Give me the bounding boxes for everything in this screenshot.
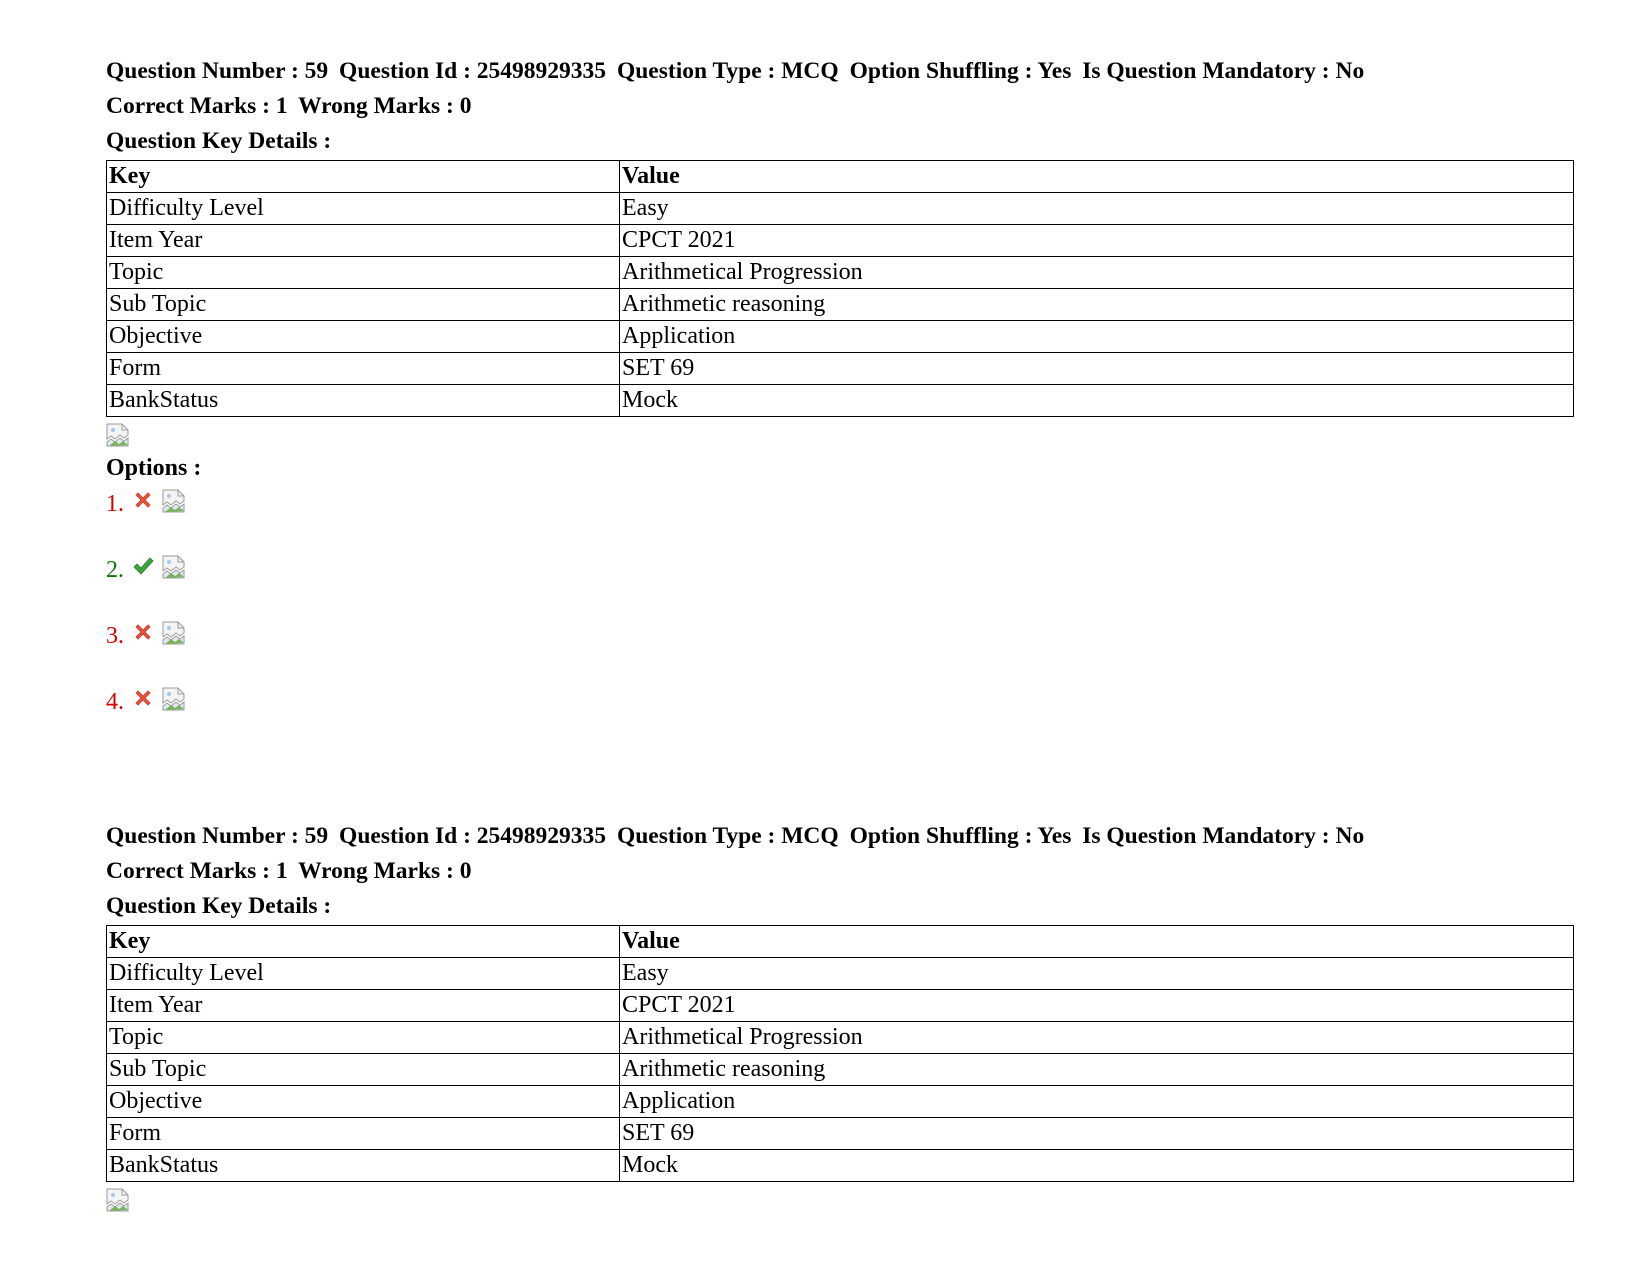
table-cell-key: Sub Topic <box>107 289 620 321</box>
key-details-label: Question Key Details : <box>106 128 332 154</box>
table-header-value: Value <box>620 926 1574 958</box>
table-row <box>107 353 1574 385</box>
broken-image-icon <box>162 687 186 711</box>
option-number: 4. <box>106 689 124 715</box>
table-row <box>107 225 1574 257</box>
cross-icon <box>132 687 154 709</box>
table-cell-value: Arithmetic reasoning <box>620 1054 1574 1086</box>
table-cell-key: Difficulty Level <box>107 958 620 990</box>
option-number: 2. <box>106 557 124 583</box>
table-cell-key: Difficulty Level <box>107 193 620 225</box>
table-cell-value: Easy <box>620 193 1574 225</box>
table-cell-key: Topic <box>107 1022 620 1054</box>
table-row <box>107 990 1574 1022</box>
table-cell-value: Mock <box>620 1150 1574 1182</box>
key-details-table <box>106 160 1574 417</box>
cross-icon <box>132 489 154 511</box>
option-shuffling: Option Shuffling : Yes <box>849 58 1072 84</box>
option-item <box>106 549 1576 615</box>
table-cell-key: Objective <box>107 321 620 353</box>
question-number: Question Number : 59 <box>106 823 329 849</box>
question-type: Question Type : MCQ <box>616 58 839 84</box>
table-cell-key: Topic <box>107 257 620 289</box>
question-id: Question Id : 25498929335 <box>339 58 607 84</box>
table-row <box>107 1022 1574 1054</box>
broken-image-icon <box>106 1188 130 1212</box>
marks-line <box>106 89 1576 124</box>
table-cell-value: Arithmetical Progression <box>620 257 1574 289</box>
table-cell-key: Item Year <box>107 990 620 1022</box>
table-cell-key: Form <box>107 1118 620 1150</box>
broken-image-icon <box>106 423 130 447</box>
table-cell-value: Arithmetical Progression <box>620 1022 1574 1054</box>
table-row <box>107 257 1574 289</box>
question-image <box>106 423 1576 451</box>
table-cell-value: Application <box>620 321 1574 353</box>
table-cell-key: Form <box>107 353 620 385</box>
key-details-label: Question Key Details : <box>106 893 332 919</box>
table-cell-value: SET 69 <box>620 353 1574 385</box>
table-row <box>107 321 1574 353</box>
option-shuffling: Option Shuffling : Yes <box>849 823 1072 849</box>
question-type: Question Type : MCQ <box>616 823 839 849</box>
correct-marks: Correct Marks : 1 <box>106 858 288 884</box>
question-mandatory: Is Question Mandatory : No <box>1082 58 1365 84</box>
broken-image-icon <box>162 621 186 645</box>
broken-image-icon <box>162 555 186 579</box>
question-id: Question Id : 25498929335 <box>339 823 607 849</box>
page <box>106 54 1576 1216</box>
options-label: Options : <box>106 455 202 481</box>
correct-marks: Correct Marks : 1 <box>106 93 288 119</box>
table-cell-value: Easy <box>620 958 1574 990</box>
wrong-marks: Wrong Marks : 0 <box>298 93 472 119</box>
table-cell-value: Application <box>620 1086 1574 1118</box>
question-block <box>106 819 1576 1216</box>
table-cell-value: Mock <box>620 385 1574 417</box>
option-item <box>106 483 1576 549</box>
cross-icon <box>132 621 154 643</box>
table-row <box>107 1150 1574 1182</box>
table-cell-key: Sub Topic <box>107 1054 620 1086</box>
question-header <box>106 819 1576 854</box>
broken-image-icon <box>162 489 186 513</box>
table-row <box>107 289 1574 321</box>
table-row <box>107 1086 1574 1118</box>
table-row <box>107 193 1574 225</box>
table-row <box>107 385 1574 417</box>
table-header-value: Value <box>620 161 1574 193</box>
option-number: 1. <box>106 491 124 517</box>
table-cell-value: CPCT 2021 <box>620 225 1574 257</box>
question-image <box>106 1188 1576 1216</box>
table-header-key: Key <box>107 926 620 958</box>
option-item <box>106 681 1576 747</box>
key-details-table <box>106 925 1574 1182</box>
table-row <box>107 958 1574 990</box>
question-block <box>106 54 1576 747</box>
table-row <box>107 1118 1574 1150</box>
table-cell-key: Item Year <box>107 225 620 257</box>
table-cell-key: BankStatus <box>107 1150 620 1182</box>
table-cell-value: SET 69 <box>620 1118 1574 1150</box>
table-cell-key: BankStatus <box>107 385 620 417</box>
option-number: 3. <box>106 623 124 649</box>
question-number: Question Number : 59 <box>106 58 329 84</box>
table-cell-value: CPCT 2021 <box>620 990 1574 1022</box>
table-header-key: Key <box>107 161 620 193</box>
question-mandatory: Is Question Mandatory : No <box>1082 823 1365 849</box>
table-cell-key: Objective <box>107 1086 620 1118</box>
check-icon <box>132 555 154 577</box>
table-cell-value: Arithmetic reasoning <box>620 289 1574 321</box>
question-header <box>106 54 1576 89</box>
marks-line <box>106 854 1576 889</box>
table-header-row <box>107 926 1574 958</box>
wrong-marks: Wrong Marks : 0 <box>298 858 472 884</box>
table-row <box>107 1054 1574 1086</box>
table-header-row <box>107 161 1574 193</box>
option-item <box>106 615 1576 681</box>
